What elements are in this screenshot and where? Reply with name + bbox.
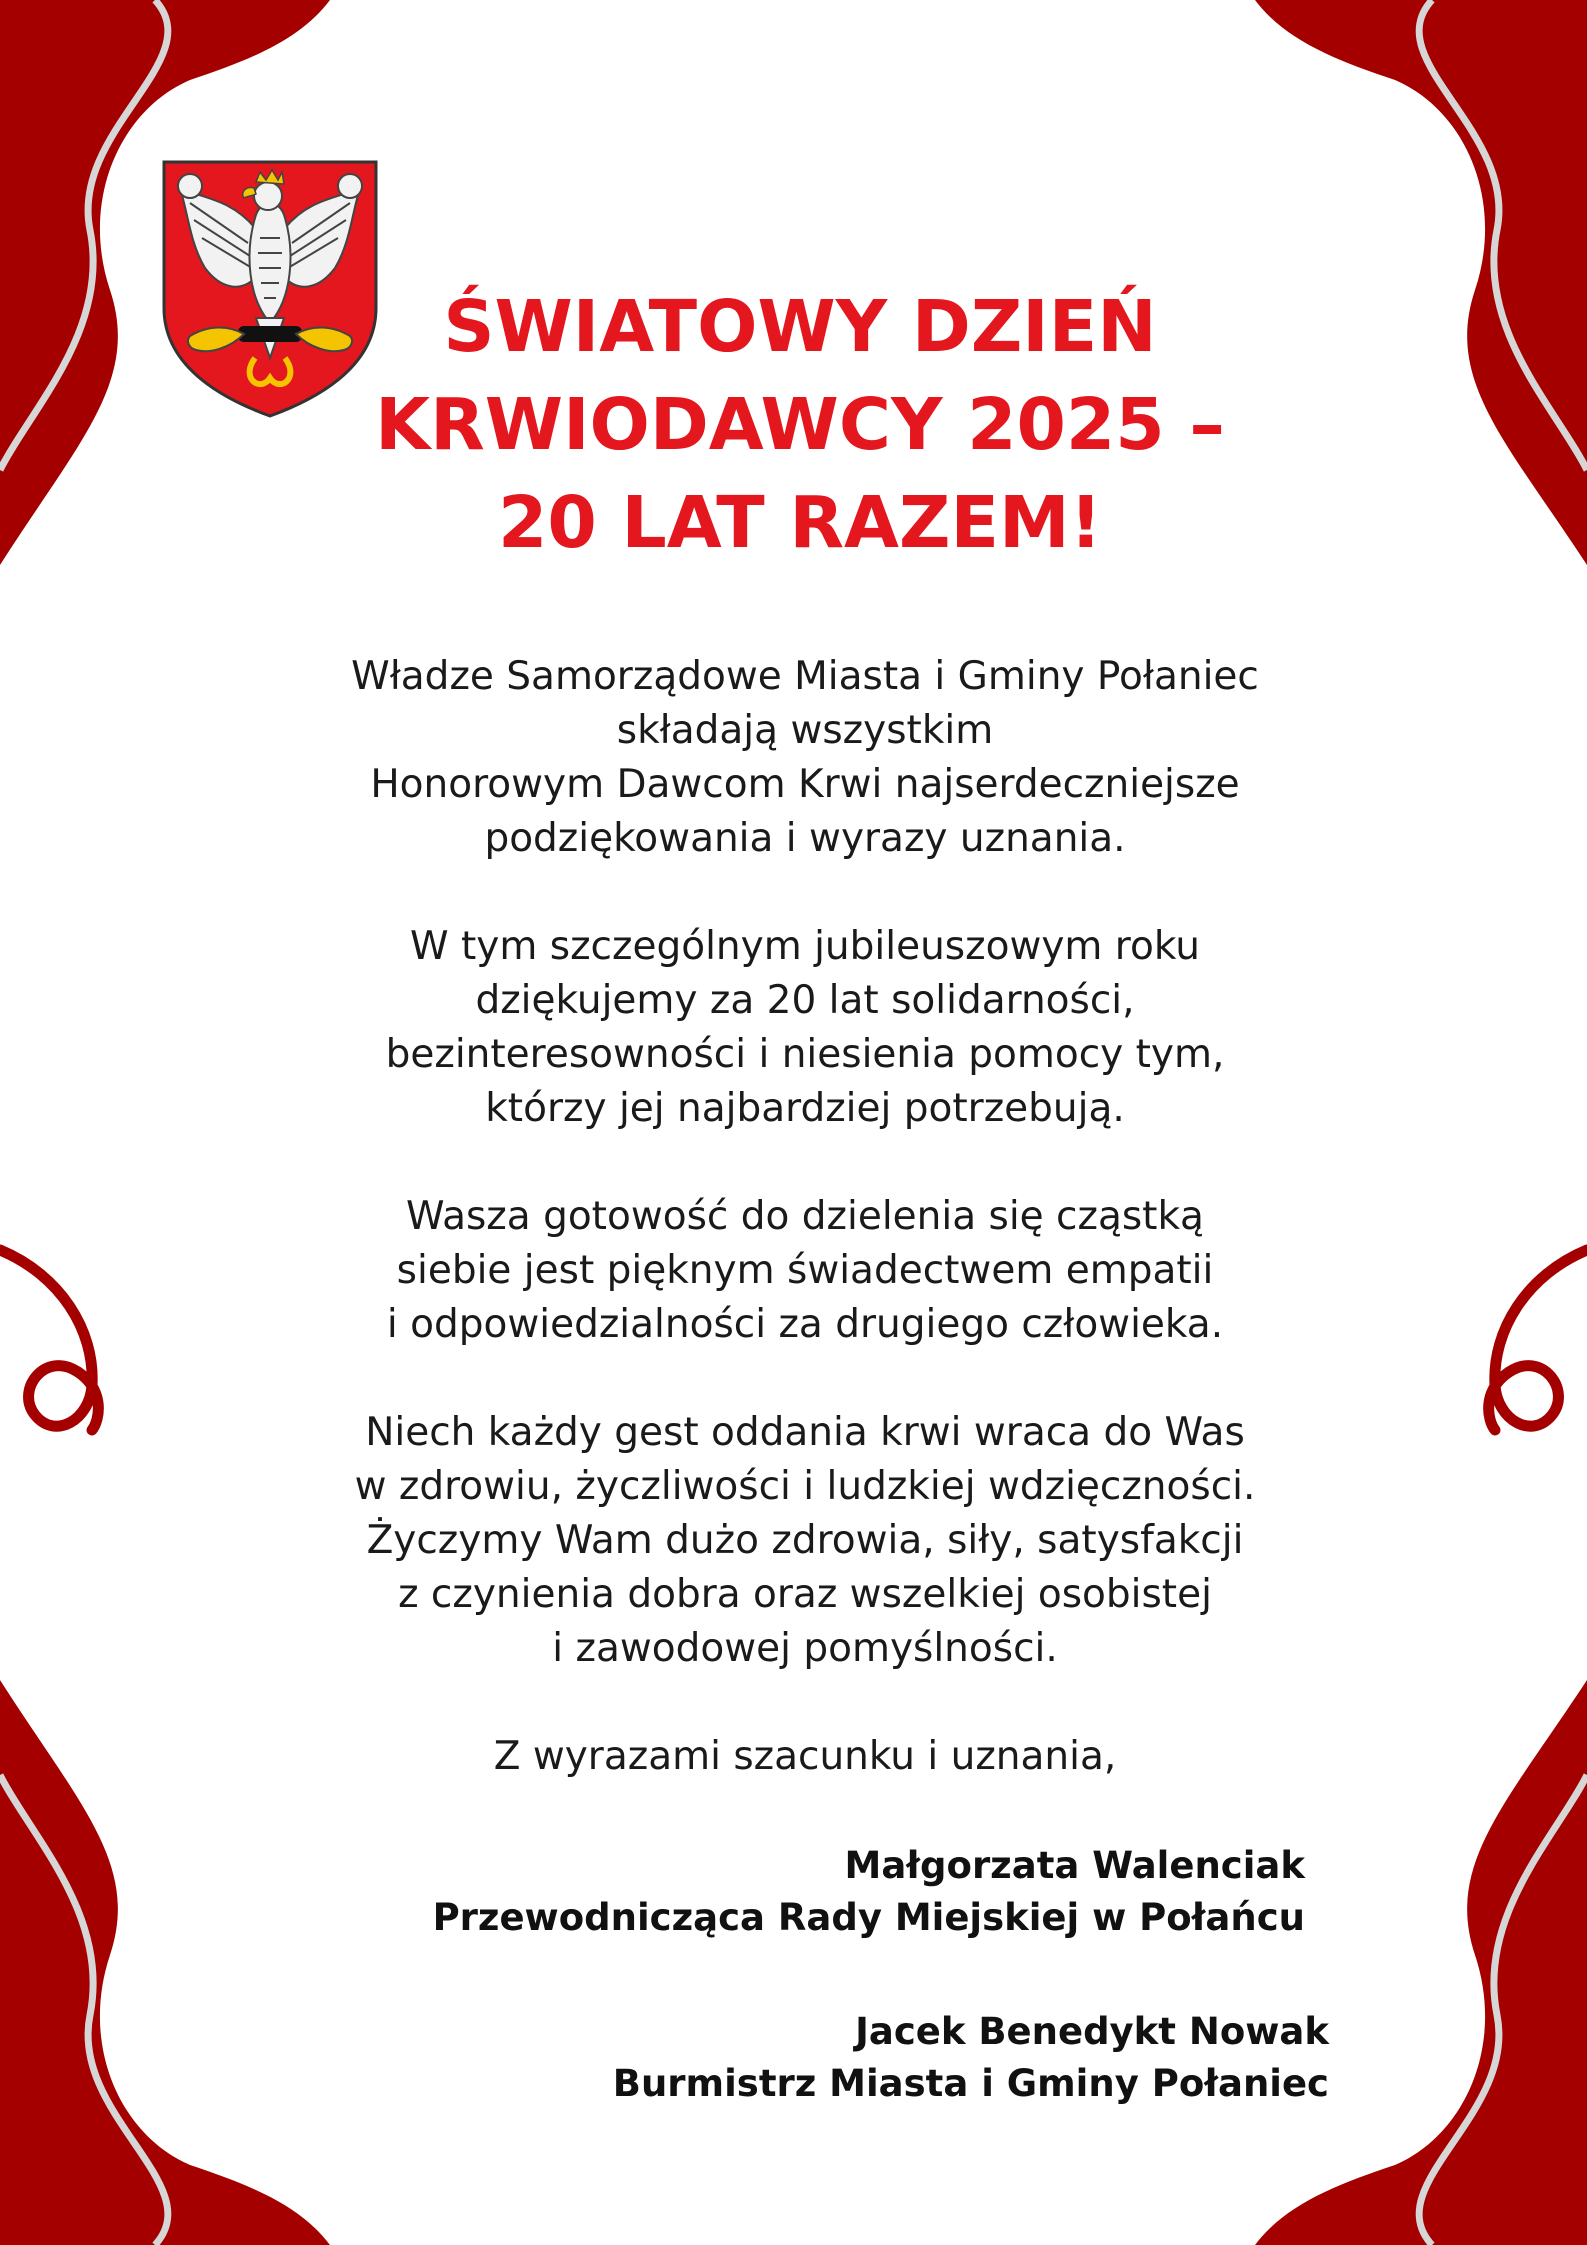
paragraph-empathy (200, 1190, 1410, 1352)
text-line: Życzymy Wam dużo zdrowia, siły, satysfakcji (366, 1518, 1244, 1563)
text-line: W tym szczególnym jubileuszowym roku (410, 924, 1200, 969)
curl-right (1489, 1250, 1587, 1430)
text-line: i odpowiedzialności za drugiego człowieka. (386, 1302, 1224, 1347)
text-line: Wasza gotowość do dzielenia się cząstką (406, 1194, 1204, 1239)
text-line: siebie jest pięknym świadectwem empatii (396, 1248, 1214, 1293)
signature-role: Przewodnicząca Rady Miejskiej w Połańcu (432, 1896, 1305, 1939)
paragraph-thanks (200, 650, 1410, 866)
paragraph-wishes (200, 1406, 1410, 1676)
page-title (250, 278, 1350, 572)
signature-role: Burmistrz Miasta i Gminy Połaniec (612, 2062, 1329, 2105)
letter-body (200, 650, 1410, 1784)
text-line: składają wszystkim (616, 708, 994, 753)
text-line: Niech każdy gest oddania krwi wraca do Was (365, 1410, 1245, 1455)
text-line: Honorowym Dawcom Krwi najserdeczniejsze (370, 762, 1240, 807)
signature-council-chair (433, 1840, 1305, 1944)
signature-mayor (613, 2006, 1329, 2110)
signature-name: Jacek Benedykt Nowak (855, 2010, 1329, 2053)
paragraph-jubilee (200, 920, 1410, 1136)
curl-left (0, 1250, 98, 1430)
text-line: dziękujemy za 20 lat solidarności, (475, 978, 1135, 1023)
title-line-1: ŚWIATOWY DZIEŃ (443, 285, 1157, 368)
text-line: podziękowania i wyrazy uznania. (484, 816, 1126, 861)
title-line-2: KRWIODAWCY 2025 – (375, 383, 1225, 466)
closing-text: Z wyrazami szacunku i uznania, (493, 1734, 1117, 1779)
signature-name: Małgorzata Walenciak (844, 1844, 1305, 1887)
title-line-3: 20 LAT RAZEM! (498, 481, 1102, 564)
closing-line (200, 1730, 1410, 1784)
text-line: którzy jej najbardziej potrzebują. (485, 1086, 1125, 1131)
text-line: w zdrowiu, życzliwości i ludzkiej wdzięczności. (354, 1464, 1256, 1509)
text-line: Władze Samorządowe Miasta i Gminy Połaniec (351, 654, 1259, 699)
text-line: z czynienia dobra oraz wszelkiej osobistej (398, 1572, 1212, 1617)
text-line: i zawodowej pomyślności. (552, 1626, 1058, 1671)
text-line: bezinteresowności i niesienia pomocy tym, (385, 1032, 1225, 1077)
